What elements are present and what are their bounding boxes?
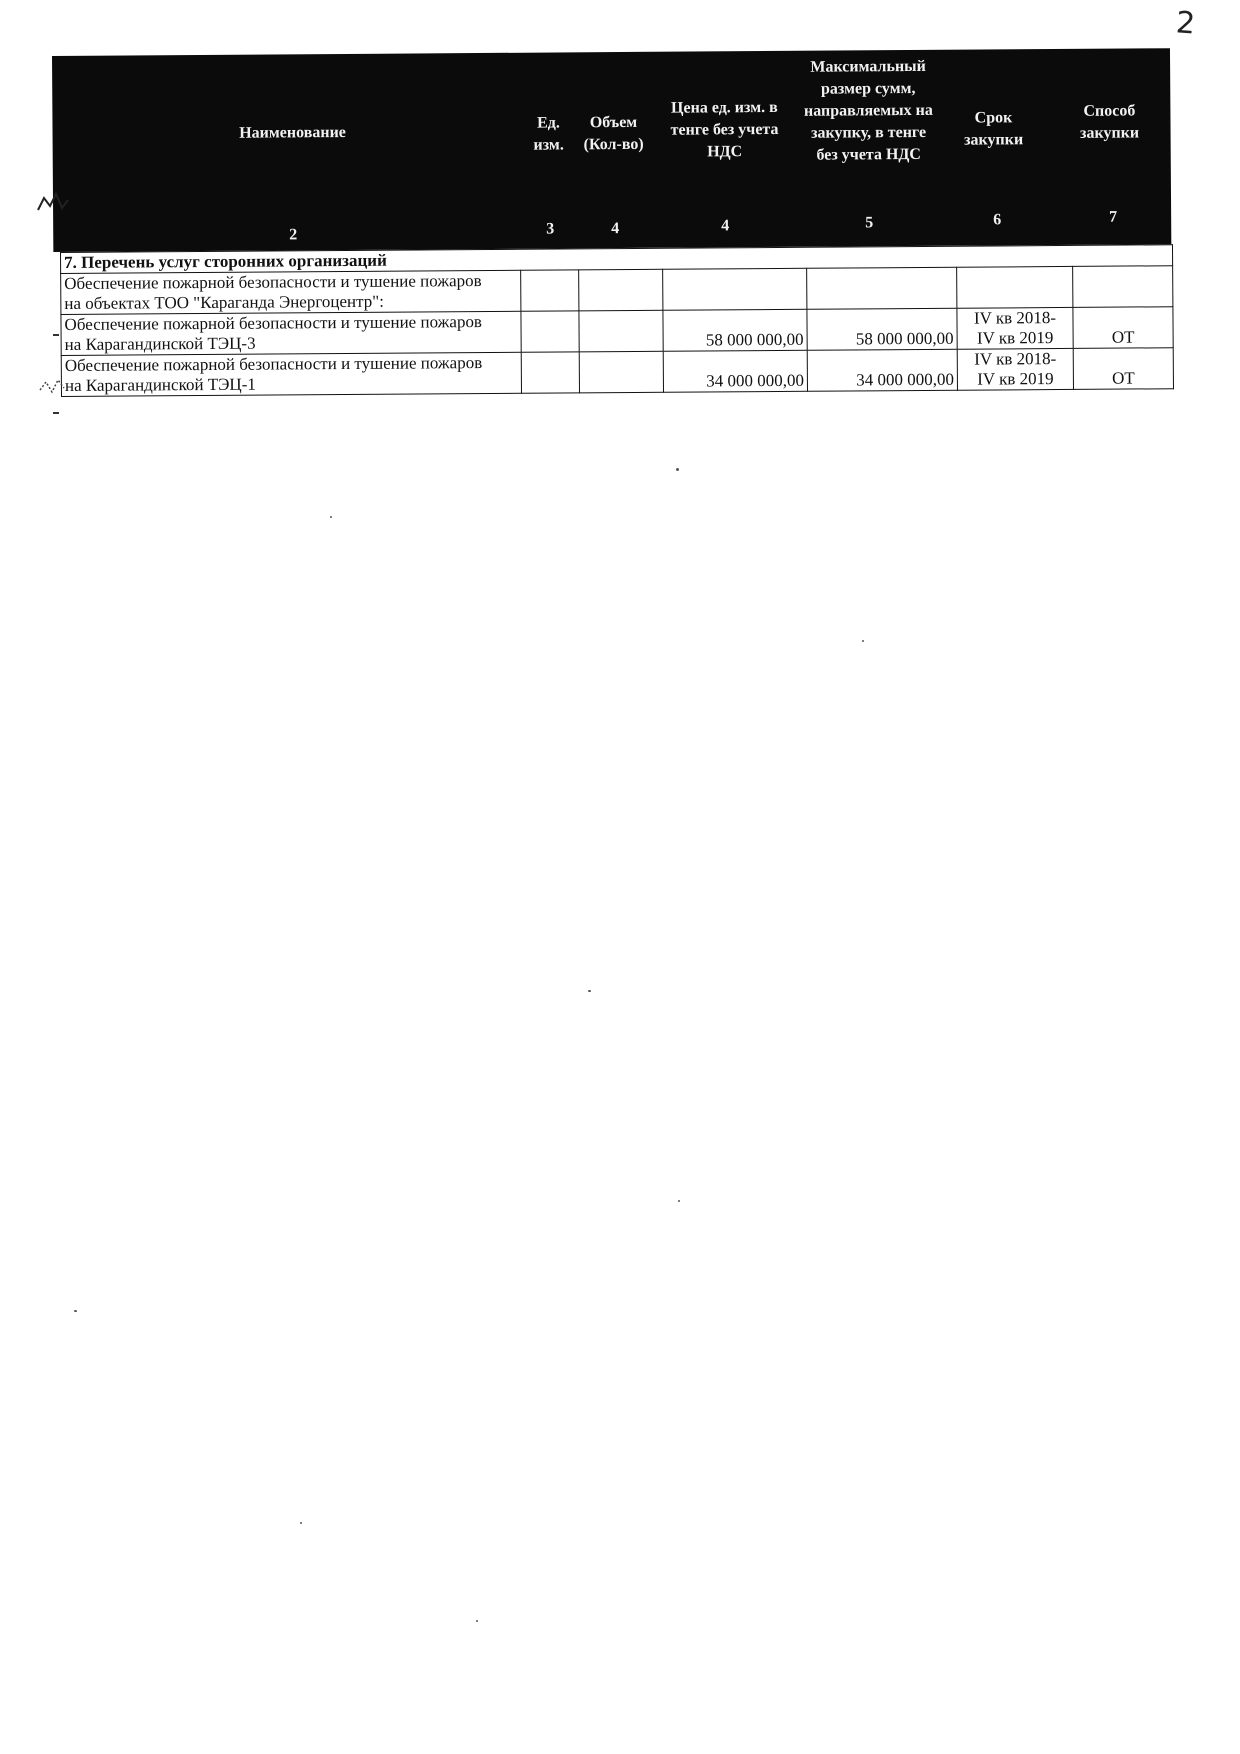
header-name: Наименование [239,123,346,142]
header-num-5: 5 [865,214,874,232]
handwritten-page-number: 2 [1174,5,1197,42]
scan-speck [678,1200,680,1202]
row-max-sum: 58 000 000,00 [807,308,957,350]
scan-speck [74,1310,77,1312]
margin-tick [53,412,59,414]
row-price [663,268,807,310]
row-period [957,266,1073,308]
row-period-line1: IV кв 2018- [973,308,1057,328]
scan-speck [676,468,679,471]
row-name-line1: Обеспечение пожарной безопасности и тушение пожаров [64,271,482,293]
header-num-7: 7 [1109,208,1118,226]
header-unit-price: Цена ед. изм. в тенге без учета НДС [670,98,779,161]
row-qty [579,351,663,393]
header-num-3: 3 [546,220,555,238]
row-max-sum: 34 000 000,00 [807,349,957,391]
header-num-2: 2 [289,226,298,244]
row-max-sum [807,267,957,309]
table-row [61,348,1173,397]
procurement-table [60,244,1173,397]
header-max-sum: Максимальный размер сумм, направляемых на закупку, в тенге без учета НДС [803,57,933,164]
row-name [61,311,521,355]
header-unit: Ед. изм. [533,114,564,154]
row-name [61,270,521,314]
row-name-line1: Обеспечение пожарной безопасности и тушение пожаров [64,353,483,375]
scan-speck [300,1522,302,1524]
row-price: 34 000 000,00 [663,350,807,392]
row-period-line2: IV кв 2019 [976,328,1054,348]
header-num-4b: 4 [721,217,730,235]
row-method: ОТ [1073,307,1173,349]
row-name-line2: на объектах ТОО "Караганда Энергоцентр": [64,291,384,313]
table-header [52,48,1171,252]
section-title: 7. Перечень услуг сторонних организаций [61,245,1173,274]
row-period [957,307,1073,349]
row-name-line1: Обеспечение пожарной безопасности и тушение пожаров [64,312,482,334]
row-name-line2: на Карагандинской ТЭЦ-1 [64,374,256,395]
header-qty: Объем (Кол-во) [583,113,644,154]
row-period-line2: IV кв 2019 [977,369,1054,389]
scan-speck [588,990,591,992]
row-name-line2: на Карагандинской ТЭЦ-3 [64,333,256,354]
header-period: Срок закупки [964,109,1024,149]
row-qty [579,269,663,311]
row-qty [579,310,663,352]
scan-speck [862,640,864,642]
row-name [61,352,521,396]
header-method: Способ закупки [1079,102,1140,142]
row-price: 58 000 000,00 [663,309,807,351]
header-num-4a: 4 [611,220,620,238]
scan-speck [476,1620,478,1622]
header-num-6: 6 [993,211,1002,229]
row-unit [521,270,579,311]
row-period [957,348,1073,390]
scan-mark-icon [36,190,70,216]
row-unit [521,352,579,393]
scan-mark-icon [36,372,70,398]
row-unit [521,311,579,352]
row-method [1073,266,1173,308]
scan-speck [330,516,332,518]
row-method: ОТ [1073,348,1173,390]
table-row [61,307,1173,356]
margin-tick [53,334,59,336]
row-period-line1: IV кв 2018- [974,349,1057,369]
